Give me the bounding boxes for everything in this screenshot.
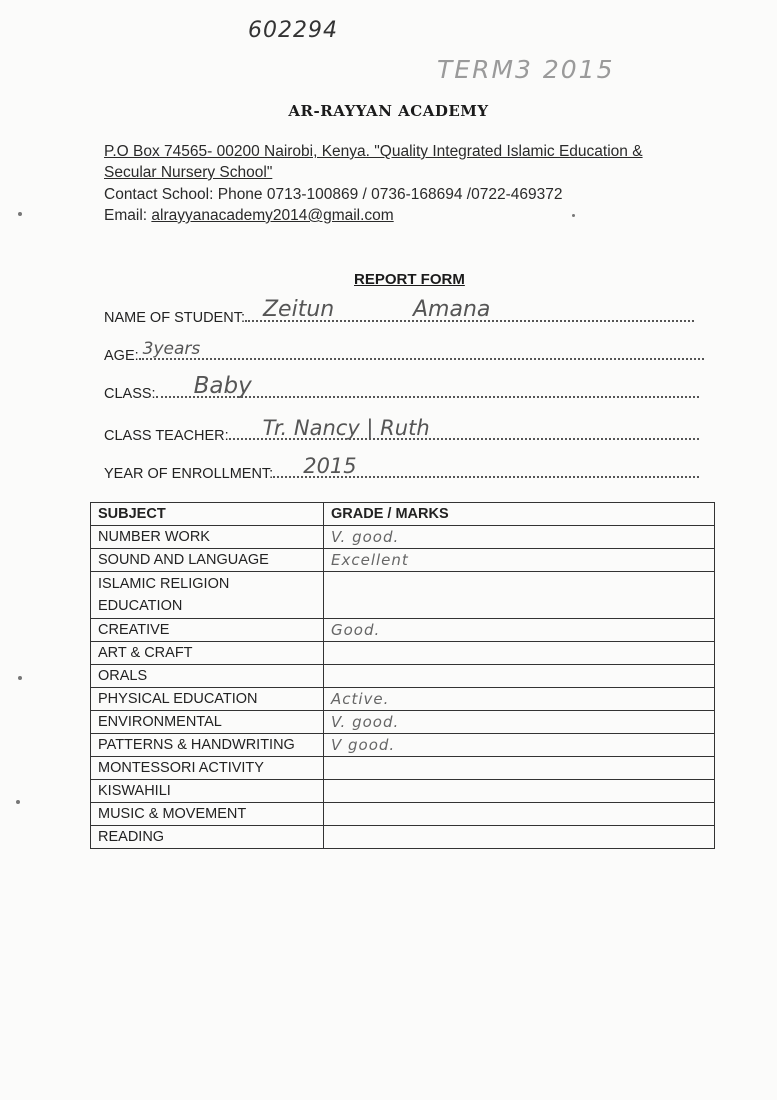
student-first-name: Zeitun [262, 297, 335, 322]
class-teacher-label: CLASS TEACHER: [104, 428, 229, 444]
class-dots [156, 373, 699, 399]
handwritten-term: TERM3 2015 [437, 55, 615, 84]
address-line-1: P.O Box 74565- 00200 Nairobi, Kenya. "Quality Integrated Islamic Education & [104, 143, 643, 160]
subject-cell: MONTESSORI ACTIVITY [91, 757, 324, 780]
student-name-label: NAME OF STUDENT: [104, 310, 245, 326]
student-name-field [104, 297, 694, 326]
class-teacher-dots [229, 416, 699, 440]
subject-cell: PATTERNS & HANDWRITING [91, 734, 324, 757]
subject-cell: ISLAMIC RELIGION EDUCATION [91, 572, 324, 619]
year-enrollment-field [104, 454, 699, 482]
grade-header: GRADE / MARKS [324, 503, 715, 526]
subject-cell: ENVIRONMENTAL [91, 711, 324, 734]
table-row [91, 665, 715, 688]
subject-cell: SOUND AND LANGUAGE [91, 549, 324, 572]
table-row [91, 642, 715, 665]
class-value: Baby [193, 373, 252, 399]
grade-cell: Good. [324, 619, 715, 642]
class-field [104, 373, 699, 402]
table-row [91, 549, 715, 572]
age-label: AGE: [104, 348, 139, 364]
table-row [91, 688, 715, 711]
table-row [91, 619, 715, 642]
grade-cell: V good. [324, 734, 715, 757]
grade-cell [324, 572, 715, 619]
table-row [91, 757, 715, 780]
class-teacher-field [104, 416, 699, 444]
grade-cell [324, 757, 715, 780]
grade-cell [324, 665, 715, 688]
year-enrollment-value: 2015 [303, 454, 357, 478]
year-enrollment-label: YEAR OF ENROLLMENT: [104, 466, 274, 482]
scan-speck [18, 676, 22, 680]
student-name-dots [245, 297, 694, 322]
grade-cell: Active. [324, 688, 715, 711]
age-dots [139, 339, 704, 360]
table-row [91, 572, 715, 619]
table-header-row [91, 503, 715, 526]
class-label: CLASS: [104, 386, 156, 402]
table-row [91, 526, 715, 549]
subject-cell: MUSIC & MOVEMENT [91, 803, 324, 826]
grade-cell [324, 642, 715, 665]
email-label: Email: [104, 207, 152, 224]
grade-cell [324, 780, 715, 803]
table-row [91, 803, 715, 826]
grade-cell [324, 826, 715, 849]
scan-speck [572, 214, 575, 217]
age-value: 3years [142, 339, 201, 359]
year-enrollment-dots [273, 454, 699, 478]
contact-line: Contact School: Phone 0713-100869 / 0736-168694 /0722-469372 [104, 186, 563, 203]
email-line [104, 207, 394, 225]
table-row [91, 711, 715, 734]
subject-cell: PHYSICAL EDUCATION [91, 688, 324, 711]
report-title: REPORT FORM [354, 271, 465, 288]
subject-cell: KISWAHILI [91, 780, 324, 803]
grade-cell [324, 803, 715, 826]
grades-table [90, 502, 715, 849]
handwritten-document-id: 602294 [248, 18, 338, 43]
scan-speck [18, 212, 22, 216]
school-name: AR-RAYYAN ACADEMY [288, 102, 489, 120]
subject-cell: CREATIVE [91, 619, 324, 642]
grade-cell: V. good. [324, 711, 715, 734]
subject-header: SUBJECT [91, 503, 324, 526]
table-row [91, 826, 715, 849]
subject-cell: ORALS [91, 665, 324, 688]
class-teacher-value: Tr. Nancy | Ruth [262, 416, 430, 440]
student-last-name: Amana [412, 297, 491, 322]
grade-cell: V. good. [324, 526, 715, 549]
subject-cell: READING [91, 826, 324, 849]
table-row [91, 780, 715, 803]
grade-cell: Excellent [324, 549, 715, 572]
subject-cell: ART & CRAFT [91, 642, 324, 665]
address-line-2: Secular Nursery School" [104, 164, 273, 181]
age-field [104, 340, 704, 364]
table-row [91, 734, 715, 757]
subject-cell: NUMBER WORK [91, 526, 324, 549]
email-address: alrayyanacademy2014@gmail.com [151, 207, 394, 224]
scan-speck [16, 800, 20, 804]
